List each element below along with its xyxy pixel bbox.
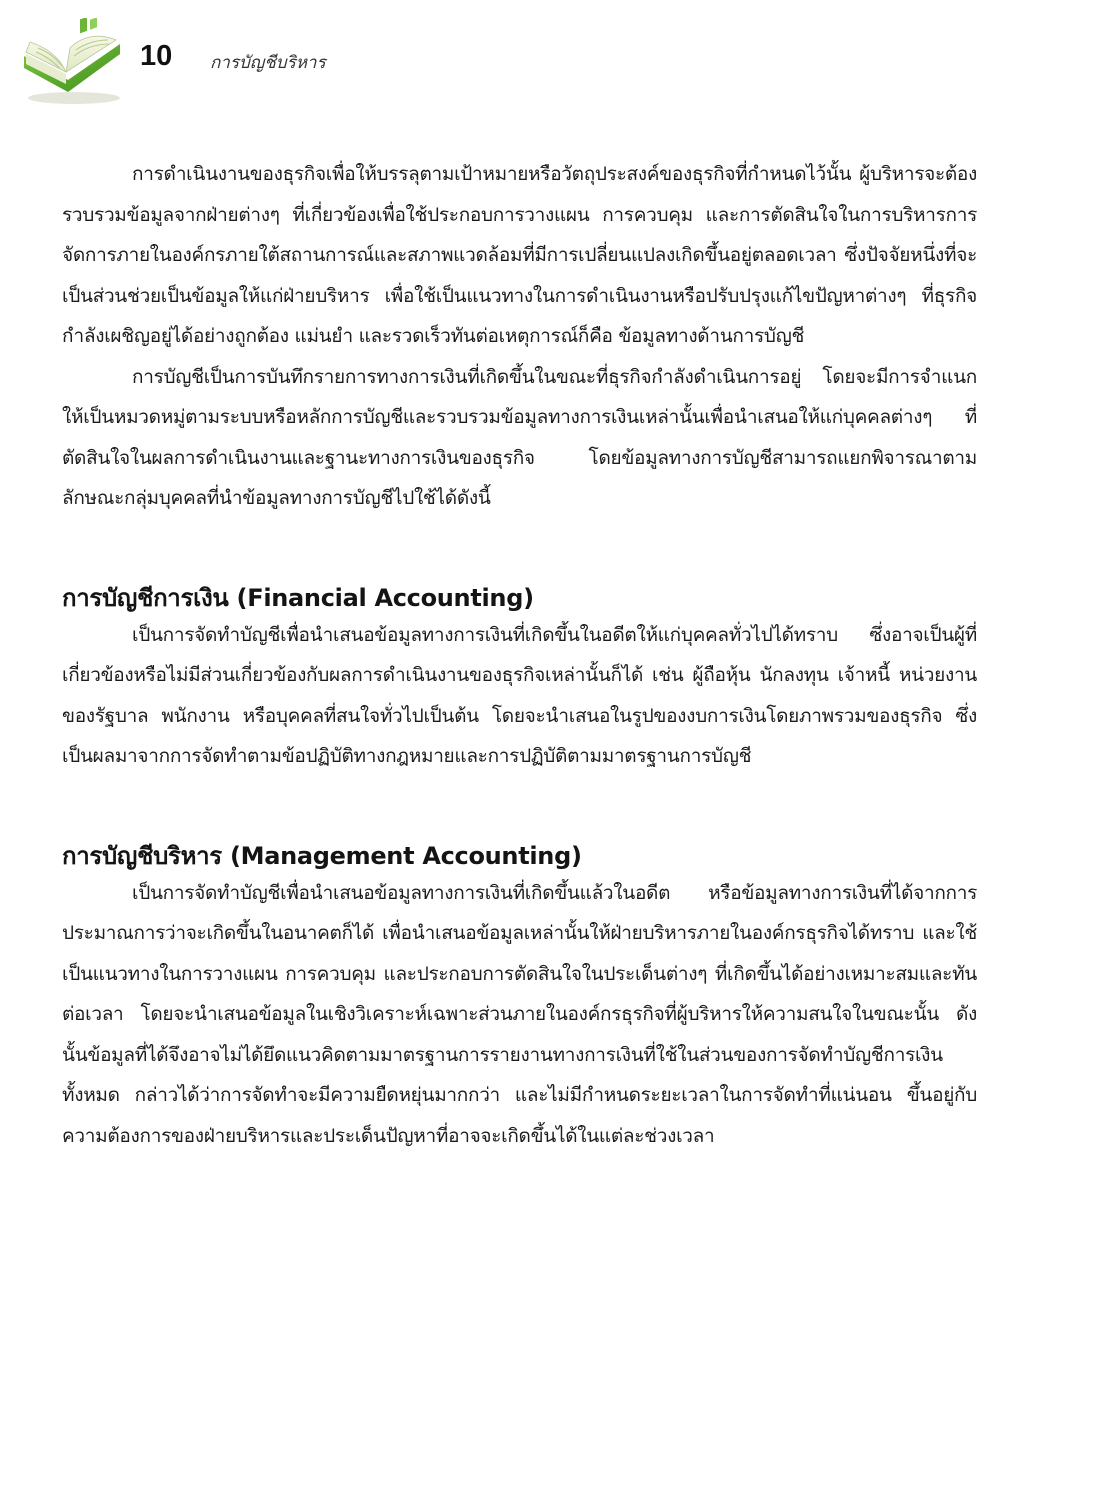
- section-heading-financial-accounting: การบัญชีการเงิน (Financial Accounting): [62, 583, 534, 612]
- financial-accounting-paragraph: เป็นการจัดทำบัญชีเพื่อนำเสนอข้อมูลทางการเงินที่เกิดขึ้นในอดีตให้แก่บุคคลทั่วไปได้ทราบ ซึ่งอาจเป็นผู้ที่เกี่ยวข้องหรือไม่มีส่วนเกี่ยวข้องกับผลการดำเนินงานของธุรกิจเหล่านั้นก็ได้ เช่น ผู้ถือหุ้น นักลงทุน เจ้าหนี้ หน่วยงานของรัฐบาล พนักงาน หรือบุคคลที่สนใจทั่วไปเป็นต้น โดยจะนำเสนอในรูปของงบการเงินโดยภาพรวมของธุรกิจ ซึ่งเป็นผลมาจากการจัดทำตามข้อปฏิบัติทางกฎหมายและการปฏิบัติตามมาตรฐานการบัญชี: [62, 623, 977, 767]
- section-heading-management-accounting: การบัญชีบริหาร (Management Accounting): [62, 841, 582, 870]
- open-book-icon: [18, 18, 128, 108]
- running-title: การบัญชีบริหาร: [210, 53, 326, 73]
- intro-paragraph-2: การบัญชีเป็นการบันทึกรายการทางการเงินที่เกิดขึ้นในขณะที่ธุรกิจกำลังดำเนินการอยู่ โดยจะมีการจำแนกให้เป็นหมวดหมู่ตามระบบหรือหลักการบัญชีและรวบรวมข้อมูลทางการเงินเหล่านั้นเพื่อนำเสนอให้แก่บุคคลต่างๆ ที่ตัดสินใจในผลการดำเนินงานและฐานะทางการเงินของธุรกิจ โดยข้อมูลทางการบัญชีสามารถแยกพิจารณาตามลักษณะกลุ่มบุคคลที่นำข้อมูลทางการบัญชีไปใช้ได้ดังนี้: [62, 365, 977, 509]
- page-header: [18, 18, 618, 108]
- page-body: [62, 154, 977, 1156]
- page-number: 10: [140, 40, 173, 72]
- management-accounting-paragraph: เป็นการจัดทำบัญชีเพื่อนำเสนอข้อมูลทางการเงินที่เกิดขึ้นแล้วในอดีต หรือข้อมูลทางการเงินที่ได้จากการประมาณการว่าจะเกิดขึ้นในอนาคตก็ได้ เพื่อนำเสนอข้อมูลเหล่านั้นให้ฝ่ายบริหารภายในองค์กรธุรกิจได้ทราบ และใช้เป็นแนวทางในการวางแผน การควบคุม และประกอบการตัดสินใจในประเด็นต่างๆ ที่เกิดขึ้นได้อย่างเหมาะสมและทันต่อเวลา โดยจะนำเสนอข้อมูลในเชิงวิเคราะห์เฉพาะส่วนภายในองค์กรธุรกิจที่ผู้บริหารให้ความสนใจในขณะนั้น ดังนั้นข้อมูลที่ได้จึงอาจไม่ได้ยึดแนวคิดตามมาตรฐานการรายงานทางการเงินที่ใช้ในส่วนของการจัดทำบัญชีการเงินทั้งหมด กล่าวได้ว่าการจัดทำจะมีความยืดหยุ่นมากกว่า และไม่มีกำหนดระยะเวลาในการจัดทำที่แน่นอน ขึ้นอยู่กับความต้องการของฝ่ายบริหารและประเด็นปัญหาที่อาจจะเกิดขึ้นได้ในแต่ละช่วงเวลา: [62, 881, 977, 1147]
- intro-paragraph-1: การดำเนินงานของธุรกิจเพื่อให้บรรลุตามเป้าหมายหรือวัตถุประสงค์ของธุรกิจที่กำหนดไว้นั้น ผู้บริหารจะต้องรวบรวมข้อมูลจากฝ่ายต่างๆ ที่เกี่ยวข้องเพื่อใช้ประกอบการวางแผน การควบคุม และการตัดสินใจในการบริหารการจัดการภายในองค์กรภายใต้สถานการณ์และสภาพแวดล้อมที่มีการเปลี่ยนแปลงเกิดขึ้นอยู่ตลอดเวลา ซึ่งปัจจัยหนึ่งที่จะเป็นส่วนช่วยเป็นข้อมูลให้แก่ฝ่ายบริหาร เพื่อใช้เป็นแนวทางในการดำเนินงานหรือปรับปรุงแก้ไขปัญหาต่างๆ ที่ธุรกิจกำลังเผชิญอยู่ได้อย่างถูกต้อง แม่นยำ และรวดเร็วทันต่อเหตุการณ์ก็คือ ข้อมูลทางด้านการบัญชี: [62, 163, 977, 347]
